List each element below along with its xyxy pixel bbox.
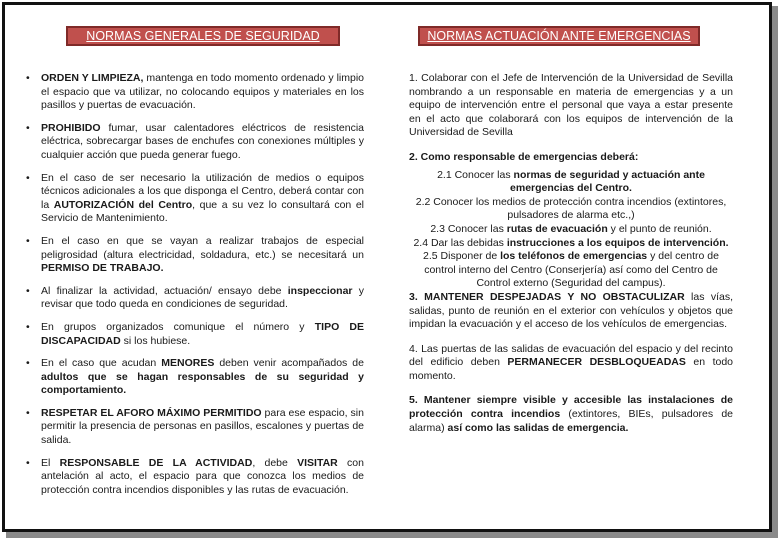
list-item bbox=[26, 357, 364, 398]
subitem-emphasis: normas de seguridad y actuación ante emergencias del Centro. bbox=[510, 168, 705, 195]
emergency-item-4-emphasis: PERMANECER DESBLOQUEADAS bbox=[507, 356, 686, 369]
list-item-emphasis: RESPETAR EL AFORO MÁXIMO PERMITIDO bbox=[41, 406, 262, 419]
frame-shadow-right bbox=[772, 6, 778, 536]
emergency-item-5-emphasis: 5. Mantener siempre visible y accesible las instalaciones de protección contra incendios bbox=[409, 394, 733, 421]
subitem-2-5 bbox=[409, 250, 733, 291]
subitem-2-1 bbox=[409, 169, 733, 196]
general-rules-list bbox=[26, 72, 364, 506]
list-item bbox=[26, 235, 364, 276]
list-item bbox=[26, 285, 364, 312]
list-item-text: si los hubiese. bbox=[120, 334, 191, 347]
bullet-icon: • bbox=[26, 171, 30, 184]
list-item bbox=[26, 122, 364, 163]
emergency-item-1: 1. Colaborar con el Jefe de Intervención de la Universidad de Sevilla nombrando a un responsable en materia de emergencias y a un equipo de intervención entre el personal que vaya a estar presente en el acto que colaborará con los equipos de intervención de la Universidad de Sevilla bbox=[409, 72, 733, 139]
list-item-emphasis: adultos que se hagan responsables de su seguridad y comportamiento. bbox=[41, 370, 364, 397]
list-item-emphasis: MENORES bbox=[161, 357, 215, 370]
bullet-icon: • bbox=[26, 357, 30, 370]
emergency-item-3-text: las vías, salidas, punto de reunión en el exterior con vehículos y objetos que impidan la evacuación y el acceso de los vehículos de emergencias. bbox=[409, 290, 733, 331]
list-item bbox=[26, 407, 364, 448]
emergency-subitems bbox=[409, 169, 733, 291]
list-item-text: En grupos organizados comunique el número y bbox=[41, 320, 315, 333]
emergency-rules-list bbox=[409, 72, 733, 446]
list-item-text: con antelación al acto, el espacio para que conozca los medios de protección contra incendios disponibles y las rutas de evacuación. bbox=[41, 456, 364, 496]
subitem-emphasis: rutas de evacuación bbox=[506, 222, 608, 235]
emergency-item-2-title: 2. Como responsable de emergencias deberá: bbox=[409, 150, 639, 163]
list-item-text: fumar, usar calentadores eléctricos de resistencia eléctrica, sobrecargar bases de enchufes con conexiones múltiples y cualquier acción que pueda generar fuego. bbox=[41, 121, 364, 161]
emergency-item-4-text: 4. Las puertas de las salidas de evacuación del espacio y del recinto del edificio deben bbox=[409, 342, 733, 369]
subitem-text: 2.4 Dar las debidas bbox=[413, 236, 507, 249]
subitem-text: y el punto de reunión. bbox=[607, 222, 712, 235]
list-item bbox=[26, 172, 364, 226]
subitem-emphasis: instrucciones a los equipos de intervención. bbox=[506, 236, 729, 249]
bullet-icon: • bbox=[26, 72, 30, 84]
bullet-icon: • bbox=[26, 456, 30, 469]
list-item-text: Al finalizar la actividad, actuación/ ensayo debe bbox=[41, 284, 288, 297]
header-general-safety-rules: NORMAS GENERALES DE SEGURIDAD bbox=[66, 26, 340, 46]
list-item-text: En el caso que acudan bbox=[41, 357, 162, 370]
subitem-text: y del centro de control interno del Centro (Conserjería) así como del Centro de Control externo (Seguridad del campus). bbox=[424, 250, 719, 290]
list-item-text: , debe bbox=[252, 456, 298, 469]
header-emergency-rules: NORMAS ACTUACIÓN ANTE EMERGENCIAS bbox=[418, 26, 700, 46]
list-item-emphasis: RESPONSABLE DE LA ACTIVIDAD bbox=[59, 456, 253, 469]
emergency-item-2 bbox=[409, 151, 733, 165]
subitem-text: 2.1 Conocer las bbox=[437, 168, 514, 181]
list-item-text: y revisar que todo queda en condiciones de seguridad. bbox=[41, 284, 364, 311]
list-item-text: deben venir acompañados de bbox=[214, 357, 364, 370]
frame-shadow-bottom bbox=[6, 532, 778, 538]
subitem-text: 2.5 Disponer de bbox=[423, 250, 501, 263]
list-item-emphasis: VISITAR bbox=[297, 456, 338, 469]
list-item-text: mantenga en todo momento ordenado y limpio el espacio que va utilizar, no colocando equipos y materiales en los pasillos y puertas de evacuación. bbox=[41, 72, 364, 112]
emergency-item-5-text: (extintores, BIEs, pulsadores de alarma) bbox=[409, 408, 733, 434]
emergency-item-5 bbox=[409, 394, 733, 435]
list-item-text: , que a su vez lo consultará con el Servicio de Mantenimiento. bbox=[41, 198, 364, 225]
emergency-item-5-emphasis: así como las salidas de emergencia. bbox=[447, 421, 629, 434]
emergency-item-4-text: en todo momento. bbox=[409, 356, 734, 382]
bullet-icon: • bbox=[26, 284, 30, 297]
bullet-icon: • bbox=[26, 121, 30, 134]
list-item-emphasis: TIPO DE DISCAPACIDAD bbox=[41, 320, 364, 347]
list-item-emphasis: PERMISO DE TRABAJO. bbox=[41, 262, 164, 275]
emergency-item-3-emphasis: 3. MANTENER DESPEJADAS Y NO OBSTACULIZAR bbox=[409, 290, 685, 303]
bullet-icon: • bbox=[26, 320, 30, 333]
subitem-2-2: 2.2 Conocer los medios de protección contra incendios (extintores, pulsadores de alarma etc.,) bbox=[415, 195, 727, 222]
subitem-emphasis: los teléfonos de emergencias bbox=[500, 250, 648, 263]
list-item-text: para ese espacio, sin permitir la presencia de personas en pasillos, escalones y puertas de salida. bbox=[41, 406, 364, 447]
list-item-emphasis: inspeccionar bbox=[287, 284, 353, 297]
list-item-text: En el caso en que se vayan a realizar trabajos de especial peligrosidad (altura electricidad, soldadura, etc.) se necesitará un bbox=[41, 234, 364, 261]
list-item-emphasis: ORDEN Y LIMPIEZA, bbox=[41, 72, 144, 84]
emergency-item-4 bbox=[409, 343, 733, 384]
bullet-icon: • bbox=[26, 234, 30, 247]
list-item-text: El bbox=[41, 456, 60, 469]
list-item bbox=[26, 457, 364, 498]
list-item-emphasis: AUTORIZACIÓN del Centro bbox=[53, 198, 193, 211]
subitem-text: 2.3 Conocer las bbox=[430, 222, 507, 235]
list-item bbox=[26, 321, 364, 348]
subitem-2-4 bbox=[409, 237, 733, 251]
list-item bbox=[26, 72, 364, 113]
emergency-item-3 bbox=[409, 291, 733, 332]
bullet-icon: • bbox=[26, 406, 30, 419]
subitem-2-3 bbox=[409, 223, 733, 237]
list-item-text: En el caso de ser necesario la utilización de medios o equipos técnicos adicionales a los que disponga el Centro, deberá contar con la bbox=[41, 171, 364, 211]
list-item-emphasis: PROHIBIDO bbox=[41, 121, 101, 134]
